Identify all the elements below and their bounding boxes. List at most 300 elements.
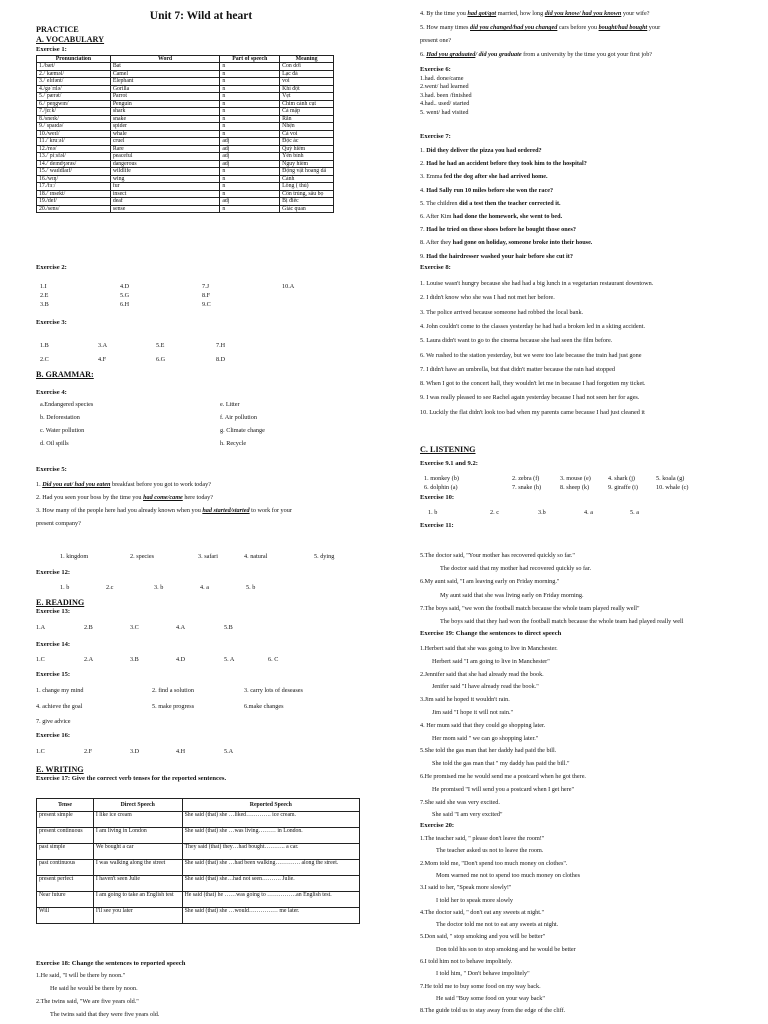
vocab-cell: 11./ˈkruːəl/ xyxy=(37,138,111,146)
exercise-18-line: He said he would be there by noon. xyxy=(50,985,138,992)
vocab-header-3: Part of speech xyxy=(220,56,280,63)
vocab-row xyxy=(37,115,334,123)
exercise-7-prefix: 5. The children xyxy=(420,199,460,207)
exercise-8-line: 6. We rushed to the station yesterday, but we were too late because the train had just gone xyxy=(420,351,642,359)
exercise-19-line: He promised "I will send you a postcard when I get here" xyxy=(432,785,574,793)
exercise-2-label: Exercise 2: xyxy=(36,264,67,271)
exercise-4-right: h. Recycle xyxy=(220,440,247,447)
exercise-20-line: 1.The teacher said, " please don't leave the room!" xyxy=(420,835,545,842)
exercise-13-answer-1: 1.A xyxy=(36,624,46,631)
exercise-4-right: e. Litter xyxy=(220,401,240,408)
tense-cell: present continuous xyxy=(37,828,94,844)
vocab-cell: Bat xyxy=(110,63,220,71)
vocab-cell: n xyxy=(220,85,280,93)
vocab-cell: cruel xyxy=(110,138,220,146)
exercise-10-answer-1: 1. b xyxy=(428,509,438,516)
tense-row xyxy=(37,844,360,860)
reported-speech-line: 5.The doctor said, "Your mother has recovered quickly so far." xyxy=(420,552,575,559)
exercise-10-answer-5: 5. a xyxy=(630,509,639,516)
exercise-7-line xyxy=(420,200,561,208)
vocab-cell: 19./def/ xyxy=(37,198,111,206)
exercise-7-line xyxy=(420,173,548,181)
vocab-cell: shark xyxy=(110,108,220,116)
exercise-20-line: He said "Buy some food on your way back" xyxy=(436,994,545,1002)
exercise-2-answer: 1.I xyxy=(40,283,47,290)
exercise-8-line: 4. John couldn't come to the classes yesterday he had had a broken led in a skiing accident. xyxy=(420,322,646,330)
vocab-cell: n xyxy=(220,70,280,78)
vocab-cell: Nhện xyxy=(280,123,334,131)
exercise-12-answer-4: 4. a xyxy=(200,584,209,591)
vocab-row xyxy=(37,190,334,198)
grammar-heading: B. GRAMMAR: xyxy=(36,370,94,379)
vocab-cell: deaf xyxy=(110,198,220,206)
exercise-7-answer: had gone on holiday, someone broke into their house. xyxy=(452,239,593,247)
tense-header-3: Reported Speech xyxy=(182,799,359,812)
listening-answer-3: 3. safari xyxy=(198,553,218,560)
exercise-7-prefix: 1. xyxy=(420,147,427,154)
vocab-cell: 13./ˈpiːsfəl/ xyxy=(37,153,111,161)
vocab-cell: Bị điếc xyxy=(280,198,334,206)
vocab-cell: 14./ˈdeɪndʒərəs/ xyxy=(37,160,111,168)
vocab-row xyxy=(37,138,334,146)
vocab-cell: 9./ˈspaɪdə/ xyxy=(37,123,111,131)
vocab-cell: wildlife xyxy=(110,168,220,176)
exercise-2-answer: 7.J xyxy=(202,283,210,290)
exercise-20-line: 4.The doctor said, " don't eat any sweets at night." xyxy=(420,908,545,916)
exercise-9-row2-2: 7. snake (h) xyxy=(512,484,542,491)
vocab-cell: dangerous xyxy=(110,160,220,168)
reported-speech-line: The doctor said that my mother had recovered quickly so far. xyxy=(440,565,592,573)
exercise-2-answer: 2.E xyxy=(40,292,49,299)
page-title: Unit 7: Wild at heart xyxy=(149,10,253,22)
exercise-4-left: c. Water pollution xyxy=(40,427,85,434)
exercise-2-answer: 5.G xyxy=(120,292,130,299)
exercise-3-top-2: 3.A xyxy=(98,342,108,349)
exercise-9-row1-1: 1. monkey (b) xyxy=(424,475,459,482)
exercise-9-row2-5: 10. whale (c) xyxy=(656,484,689,491)
vocab-row xyxy=(37,160,334,168)
vocab-cell: wing xyxy=(110,175,220,183)
tense-row xyxy=(37,908,360,924)
vocab-cell: 5./ˈpærət/ xyxy=(37,93,111,101)
vocab-cell: 2./ˈkæməl/ xyxy=(37,70,111,78)
exercise-12-answer-5: 5. b xyxy=(246,584,256,591)
tense-header-2: Direct Speech xyxy=(93,799,182,812)
exercise-5-item-5: 5. How many times did you changed/had you changed cars before you bought/had bought your xyxy=(420,24,661,31)
exercise-4-left: d. Oil spills xyxy=(40,440,69,447)
vocab-cell: 15./ˈwaɪldlaɪf/ xyxy=(37,168,111,176)
vocab-cell: adj xyxy=(220,153,280,161)
listening-answer-1: 1. kingdom xyxy=(60,553,89,560)
vocab-cell: sense xyxy=(110,205,220,213)
exercise-13-label: Exercise 13: xyxy=(36,608,71,615)
tense-cell: I was walking along the street xyxy=(93,860,182,876)
vocab-cell: 4./gəˈrɪlə/ xyxy=(37,85,111,93)
exercise-16-answer-4: 4.H xyxy=(176,748,186,755)
tense-cell: past simple xyxy=(37,844,94,860)
exercise-7-line xyxy=(420,239,592,247)
exercise-6-line: 2.went/ had learned xyxy=(420,83,469,91)
vocab-row xyxy=(37,153,334,161)
exercise-14-answer-3: 3.B xyxy=(130,656,139,663)
tense-cell: Near future xyxy=(37,892,94,908)
vocab-cell: 16./wɪŋ/ xyxy=(37,175,111,183)
vocab-cell: n xyxy=(220,175,280,183)
exercise-3-label: Exercise 3: xyxy=(36,319,67,326)
vocab-cell: 10./weɪl/ xyxy=(37,130,111,138)
vocab-cell: Cá voi xyxy=(280,130,334,138)
tense-cell: I am going to take an English test xyxy=(93,892,182,908)
vocab-cell: n xyxy=(220,123,280,131)
tense-cell: She said (that) she …had been walking…………. along the street. xyxy=(182,860,359,876)
vocab-header-1: Pronunciation xyxy=(37,56,111,63)
vocab-cell: adj xyxy=(220,198,280,206)
exercise-15-row1-2: 2. find a solution xyxy=(152,687,194,694)
vocab-cell: Độc ác xyxy=(280,138,334,146)
exercise-9-row2-3: 8. sheep (k) xyxy=(560,484,590,491)
exercise-10-answer-3: 3.b xyxy=(538,509,546,516)
exercise-2-answer: 6.H xyxy=(120,301,130,308)
vocab-row xyxy=(37,205,334,213)
exercise-5-item-3: 3. How many of the people here had you already known when you had started/started to work for your xyxy=(36,507,292,514)
vocab-cell: Cánh xyxy=(280,175,334,183)
exercise-19-line: Herbert said "I am going to live in Manchester" xyxy=(432,657,550,665)
tense-cell: They said (that) they…had bought……….. a car. xyxy=(182,844,359,860)
vocab-header-4: Meaning xyxy=(280,56,334,63)
exercise-14-answer-4: 4.D xyxy=(176,656,186,663)
exercise-8-label: Exercise 8: xyxy=(420,264,451,271)
exercise-7-line xyxy=(420,160,587,168)
vocab-row xyxy=(37,78,334,86)
exercise-16-answer-1: 1.C xyxy=(36,748,45,755)
tense-row xyxy=(37,876,360,892)
exercise-16-answer-3: 3.D xyxy=(130,748,140,755)
tense-cell: We bought a car xyxy=(93,844,182,860)
exercise-8-line: 5. Laura didn't want to go to the cinema because she had seen the film before. xyxy=(420,337,613,345)
vocab-row xyxy=(37,130,334,138)
vocab-cell: n xyxy=(220,115,280,123)
exercise-7-answer: Did they deliver the pizza you had ordered? xyxy=(426,147,542,154)
exercise-8-line: 2. I didn't know who she was I had not met her before. xyxy=(420,294,555,302)
vocab-row xyxy=(37,198,334,206)
exercise-18-line: 2.The twins said, "We are five years old." xyxy=(36,998,139,1005)
vocab-cell: Nguy hiểm xyxy=(280,160,334,168)
exercise-19-line: 6.He promised me he would send me a postcard when he got there. xyxy=(420,773,586,780)
tense-cell: present simple xyxy=(37,812,94,828)
vocab-cell: Rare xyxy=(110,145,220,153)
vocab-cell: Giác quan xyxy=(280,205,334,213)
exercise-7-label: Exercise 7: xyxy=(420,133,451,140)
exercise-14-answer-1: 1.C xyxy=(36,656,45,663)
vocab-cell: 12./reə/ xyxy=(37,145,111,153)
exercise-15-row1-3: 3. carry lots of deseases xyxy=(244,687,303,694)
exercise-20-line: 6.I told him not to behave impolitely. xyxy=(420,958,513,965)
vocab-cell: n xyxy=(220,78,280,86)
vocab-cell: fur xyxy=(110,183,220,191)
exercise-3-top-3: 5.E xyxy=(156,342,165,349)
exercise-5-item-5-cont: present one? xyxy=(420,37,452,44)
exercise-19-line: 5.She told the gas man that her daddy had paid the bill. xyxy=(420,747,557,755)
vocab-cell: 8./sneɪk/ xyxy=(37,115,111,123)
exercise-7-line xyxy=(420,187,553,195)
reported-speech-line: My aunt said that she was living early on Friday morning. xyxy=(440,591,584,599)
exercise-20-line: 5.Don said, " stop smoking and you will be better" xyxy=(420,933,546,941)
exercise-19-line: Her mom said " we can go shopping later." xyxy=(432,734,539,742)
exercise-6-label: Exercise 6: xyxy=(420,66,451,73)
vocab-row xyxy=(37,145,334,153)
exercise-2-answer: 10.A xyxy=(282,283,295,290)
vocab-cell: 1./bæt/ xyxy=(37,63,111,71)
exercise-12-answer-2: 2.c xyxy=(106,584,114,591)
vocab-row xyxy=(37,70,334,78)
exercise-13-answer-4: 4.A xyxy=(176,624,186,631)
exercise-8-line: 8. When I got to the concert hall, they wouldn't let me in because I had forgotten my ticket. xyxy=(420,380,646,388)
exercise-2-answer: 9.C xyxy=(202,301,211,308)
exercise-6-line: 3.had. been /finished xyxy=(420,91,472,99)
vocab-cell: Camel xyxy=(110,70,220,78)
practice-heading: PRACTICE xyxy=(36,25,79,34)
listening-heading: C. LISTENING xyxy=(420,445,476,454)
tense-cell: I'll see you later xyxy=(93,908,182,924)
exercise-20-line: I told him, " Don't behave impolitely" xyxy=(436,970,530,978)
exercise-19-line: 2.Jennifer said that she had already read the book. xyxy=(420,670,544,678)
vocab-cell: Khỉ đột xyxy=(280,85,334,93)
exercise-9-row1-3: 3. mouse (e) xyxy=(560,475,591,482)
reading-heading: E. READING xyxy=(36,598,85,607)
vocab-cell: Lông ( thú) xyxy=(280,183,334,191)
vocab-cell: Chim cánh cụt xyxy=(280,100,334,108)
exercise-20-line: 3.I said to her, "Speak more slowly!" xyxy=(420,884,512,892)
vocab-cell: n xyxy=(220,108,280,116)
vocab-cell: Parrot xyxy=(110,93,220,101)
exercise-17-label: Exercise 17: Give the correct verb tenses for the reported sentences. xyxy=(36,775,227,782)
exercise-12-label: Exercise 12: xyxy=(36,569,71,576)
exercise-20-line: I told her to speak more slowly xyxy=(436,896,513,904)
vocab-cell: n xyxy=(220,205,280,213)
tense-cell: past continuous xyxy=(37,860,94,876)
vocab-cell: adj xyxy=(220,145,280,153)
exercise-5-item-1: 1. Did you eat/ had you eaten breakfast before you got to work today? xyxy=(36,481,211,488)
vocab-cell: insect xyxy=(110,190,220,198)
vocab-row xyxy=(37,175,334,183)
exercise-14-answer-5: 5. A xyxy=(224,656,235,663)
vocab-header-2: Word xyxy=(110,56,220,63)
exercise-6-line: 4.had.. used/ started xyxy=(420,100,470,108)
exercise-12-answer-3: 3. b xyxy=(154,584,164,591)
exercise-8-line: 10. Luckily the flat didn't look too bad when my parents came because I had just cleaned it xyxy=(420,408,645,416)
exercise-7-answer: fed the dog after she had arrived home. xyxy=(443,173,548,181)
tense-cell: She said (that) she …liked…………. ice cream. xyxy=(182,812,359,828)
exercise-4-right: g. Climate change xyxy=(220,427,265,434)
vocab-row xyxy=(37,100,334,108)
exercise-20-line: 8.The guide told us to stay away from the edge of the cliff. xyxy=(420,1007,566,1015)
tense-cell: I am living in London xyxy=(93,828,182,844)
vocab-cell: adj xyxy=(220,138,280,146)
exercise-5-item-2: 2. Had you seen your boss by the time you had come/came here today? xyxy=(36,494,214,501)
vocab-cell: n xyxy=(220,100,280,108)
exercise-5-item-4: 4. By the time you had got/got married, how long did you know/ had you known your wife? xyxy=(420,10,650,17)
reported-speech-table xyxy=(36,798,360,924)
exercise-16-answer-5: 5.A xyxy=(224,748,234,755)
vocab-cell: 20./sens/ xyxy=(37,205,111,213)
exercise-5-item-6: 6. Had you graduated/ did you graduate from a university by the time you got your first job? xyxy=(420,51,653,58)
vocab-cell: Côn trùng, sâu bọ xyxy=(280,190,334,198)
exercise-7-answer: Had the hairdresser washed your hair before she cut it? xyxy=(426,252,573,260)
vocab-cell: 17./fɜː/ xyxy=(37,183,111,191)
exercise-7-prefix: 6. After Kim xyxy=(420,213,453,220)
vocab-cell: n xyxy=(220,190,280,198)
exercise-7-answer: Had he tried on these shoes before he bought those ones? xyxy=(426,226,576,234)
exercise-20-line: Mom warned me not to spend too much money on clothes xyxy=(436,871,581,879)
vocab-row xyxy=(37,93,334,101)
reported-speech-line: 7.The boys said, "we won the football match because the whole team played really well" xyxy=(420,604,640,612)
exercise-7-prefix: 3. Emma xyxy=(420,173,444,181)
tense-cell: She said (that) she …would…………… me later. xyxy=(182,908,359,924)
exercise-6-line: 5. went/ had visited xyxy=(420,108,469,116)
tense-cell: Will xyxy=(37,908,94,924)
exercise-14-label: Exercise 14: xyxy=(36,641,71,648)
exercise-15-row2-3: 6.make changes xyxy=(244,703,284,710)
exercise-3-top-1: 1.B xyxy=(40,342,49,349)
exercise-19-line: She told the gas man that " my daddy has paid the bill." xyxy=(432,760,570,768)
exercise-19-line: 3.Jim said he hoped it wouldn't rain. xyxy=(420,696,510,704)
vocab-row xyxy=(37,63,334,71)
exercise-9-label: Exercise 9.1 and 9.2: xyxy=(420,460,478,467)
exercise-20-line: 7.He told me to buy some food on my way back. xyxy=(420,982,541,990)
vocab-row xyxy=(37,183,334,191)
exercise-3-bottom-3: 6.G xyxy=(156,356,166,363)
vocab-cell: n xyxy=(220,130,280,138)
exercise-4-right: f. Air pollution xyxy=(220,414,257,421)
vocab-cell: 7./ʃɑːk/ xyxy=(37,108,111,116)
exercise-2-answer: 8.F xyxy=(202,292,211,299)
vocab-row xyxy=(37,108,334,116)
writing-heading: E. WRITING xyxy=(36,765,84,774)
exercise-3-bottom-1: 2.C xyxy=(40,356,49,363)
exercise-7-answer: Had Sally run 10 miles before she won the race? xyxy=(426,186,554,194)
vocab-row xyxy=(37,168,334,176)
exercise-9-row2-1: 6. dolphin (a) xyxy=(424,484,458,491)
exercise-7-answer: did a test then the teacher corrected it. xyxy=(459,199,561,207)
exercise-14-answer-6: 6. C xyxy=(268,656,279,663)
exercise-7-line xyxy=(420,147,542,155)
exercise-18-line: The twins said that they were five years old. xyxy=(50,1011,160,1018)
exercise-9-row1-5: 5. koala (g) xyxy=(656,475,685,482)
exercise-7-prefix: 4. xyxy=(420,186,427,194)
exercise-10-answer-4: 4. a xyxy=(584,509,593,516)
exercise-3-bottom-2: 4.F xyxy=(98,356,107,363)
exercise-19-line: She said "I am very excited" xyxy=(432,811,503,819)
exercise-19-line: 1.Herbert said that she was going to live in Manchester. xyxy=(420,645,558,652)
exercise-7-answer: had done the homework, she went to bed. xyxy=(453,213,563,220)
vocab-cell: Động vật hoang dã xyxy=(280,168,334,176)
tense-cell: He said (that) he ……was going to ……………an English test. xyxy=(182,892,359,908)
exercise-15-label: Exercise 15: xyxy=(36,671,71,678)
exercise-7-prefix: 2. xyxy=(420,160,427,168)
vocab-cell: snake xyxy=(110,115,220,123)
exercise-4-left: b. Deforestation xyxy=(40,414,80,421)
exercise-2-answer: 3.B xyxy=(40,301,49,308)
vocab-cell: Vẹt xyxy=(280,93,334,101)
exercise-3-top-4: 7.H xyxy=(216,342,226,349)
exercise-8-line: 3. The police arrived because someone had robbed the local bank. xyxy=(420,308,584,316)
tense-row xyxy=(37,812,360,828)
exercise-7-answer: Had he had an accident before they took him to the hospital? xyxy=(426,160,587,168)
vocab-cell: n xyxy=(220,168,280,176)
exercise-7-line xyxy=(420,253,573,261)
tense-cell: I haven't seen Julie xyxy=(93,876,182,892)
tense-row xyxy=(37,892,360,908)
tense-cell: I like ice cream xyxy=(93,812,182,828)
tense-cell: present perfect xyxy=(37,876,94,892)
exercise-3-bottom-4: 8.D xyxy=(216,356,226,363)
exercise-14-answer-2: 2.A xyxy=(84,656,94,663)
exercise-2-answer: 4.D xyxy=(120,283,130,290)
reported-speech-line: 6.My aunt said, "I am leaving early on Friday morning." xyxy=(420,578,560,586)
listening-answer-4: 4. natural xyxy=(244,553,268,560)
exercise-9-row2-4: 9. giraffe (i) xyxy=(608,484,638,491)
exercise-7-line xyxy=(420,213,562,221)
exercise-7-line xyxy=(420,226,576,234)
tense-header-1: Tense xyxy=(37,799,94,812)
listening-answer-5: 5. dying xyxy=(314,553,335,560)
exercise-19-line: Jim said "I hope it will not rain." xyxy=(432,709,514,716)
exercise-8-line: 9. I was really pleased to see Rachel again yesterday because I had not seen her for ages. xyxy=(420,394,640,402)
exercise-15-row2-2: 5. make progress xyxy=(152,703,195,710)
exercise-15-row2-1: 4. achieve the goal xyxy=(36,703,83,710)
vocab-cell: n xyxy=(220,63,280,71)
listening-answer-2: 2. species xyxy=(130,553,155,560)
vocab-cell: 18./ˈɪnsekt/ xyxy=(37,190,111,198)
exercise-18-line: 1.He said, "I will be there by noon." xyxy=(36,972,126,979)
vocabulary-table xyxy=(36,55,334,213)
exercise-4-label: Exercise 4: xyxy=(36,389,67,396)
exercise-16-answer-2: 2.F xyxy=(84,748,93,755)
exercise-5-item-3-cont: present company? xyxy=(36,520,81,527)
vocab-cell: Elephant xyxy=(110,78,220,86)
exercise-13-answer-5: 5.B xyxy=(224,624,233,631)
vocab-row xyxy=(37,123,334,131)
exercise-7-prefix: 9. xyxy=(420,252,427,260)
vocab-cell: Cá mập xyxy=(280,108,334,116)
exercise-20-line: 2.Mom told me, "Don't spend too much money on clothes". xyxy=(420,859,568,867)
exercise-20-label: Exercise 20: xyxy=(420,822,455,829)
vocab-cell: Lạc đà xyxy=(280,70,334,78)
vocab-cell: n xyxy=(220,183,280,191)
exercise-13-answer-2: 2.B xyxy=(84,624,93,631)
exercise-15-row1-1: 1. change my mind xyxy=(36,687,84,694)
exercise-19-line: 7.She said she was very excited. xyxy=(420,798,500,806)
exercise-9-row1-2: 2. zebra (f) xyxy=(512,475,540,482)
exercise-9-row1-4: 4. shark (j) xyxy=(608,475,635,482)
exercise-5-label: Exercise 5: xyxy=(36,466,67,473)
exercise-20-line: The doctor told me not to eat any sweets at night. xyxy=(436,921,559,929)
tense-cell: She said (that) she …was living……… in London. xyxy=(182,828,359,844)
exercise-8-line: 1. Louise wasn't hungry because she had had a big lunch in a vegetarian restaurant downtown. xyxy=(420,280,654,287)
vocab-row xyxy=(37,85,334,93)
exercise-7-prefix: 7. xyxy=(420,226,427,234)
vocab-cell: peaceful xyxy=(110,153,220,161)
vocab-cell: Yên bình xyxy=(280,153,334,161)
vocabulary-heading: A. VOCABULARY xyxy=(36,35,105,44)
tense-row xyxy=(37,828,360,844)
exercise-16-label: Exercise 16: xyxy=(36,732,71,739)
vocab-cell: adj xyxy=(220,160,280,168)
vocab-cell: 6./ˈpeŋgwɪn/ xyxy=(37,100,111,108)
exercise-10-answer-2: 2. c xyxy=(490,509,499,516)
vocab-cell: spider xyxy=(110,123,220,131)
exercise-1-label: Exercise 1: xyxy=(36,46,67,53)
